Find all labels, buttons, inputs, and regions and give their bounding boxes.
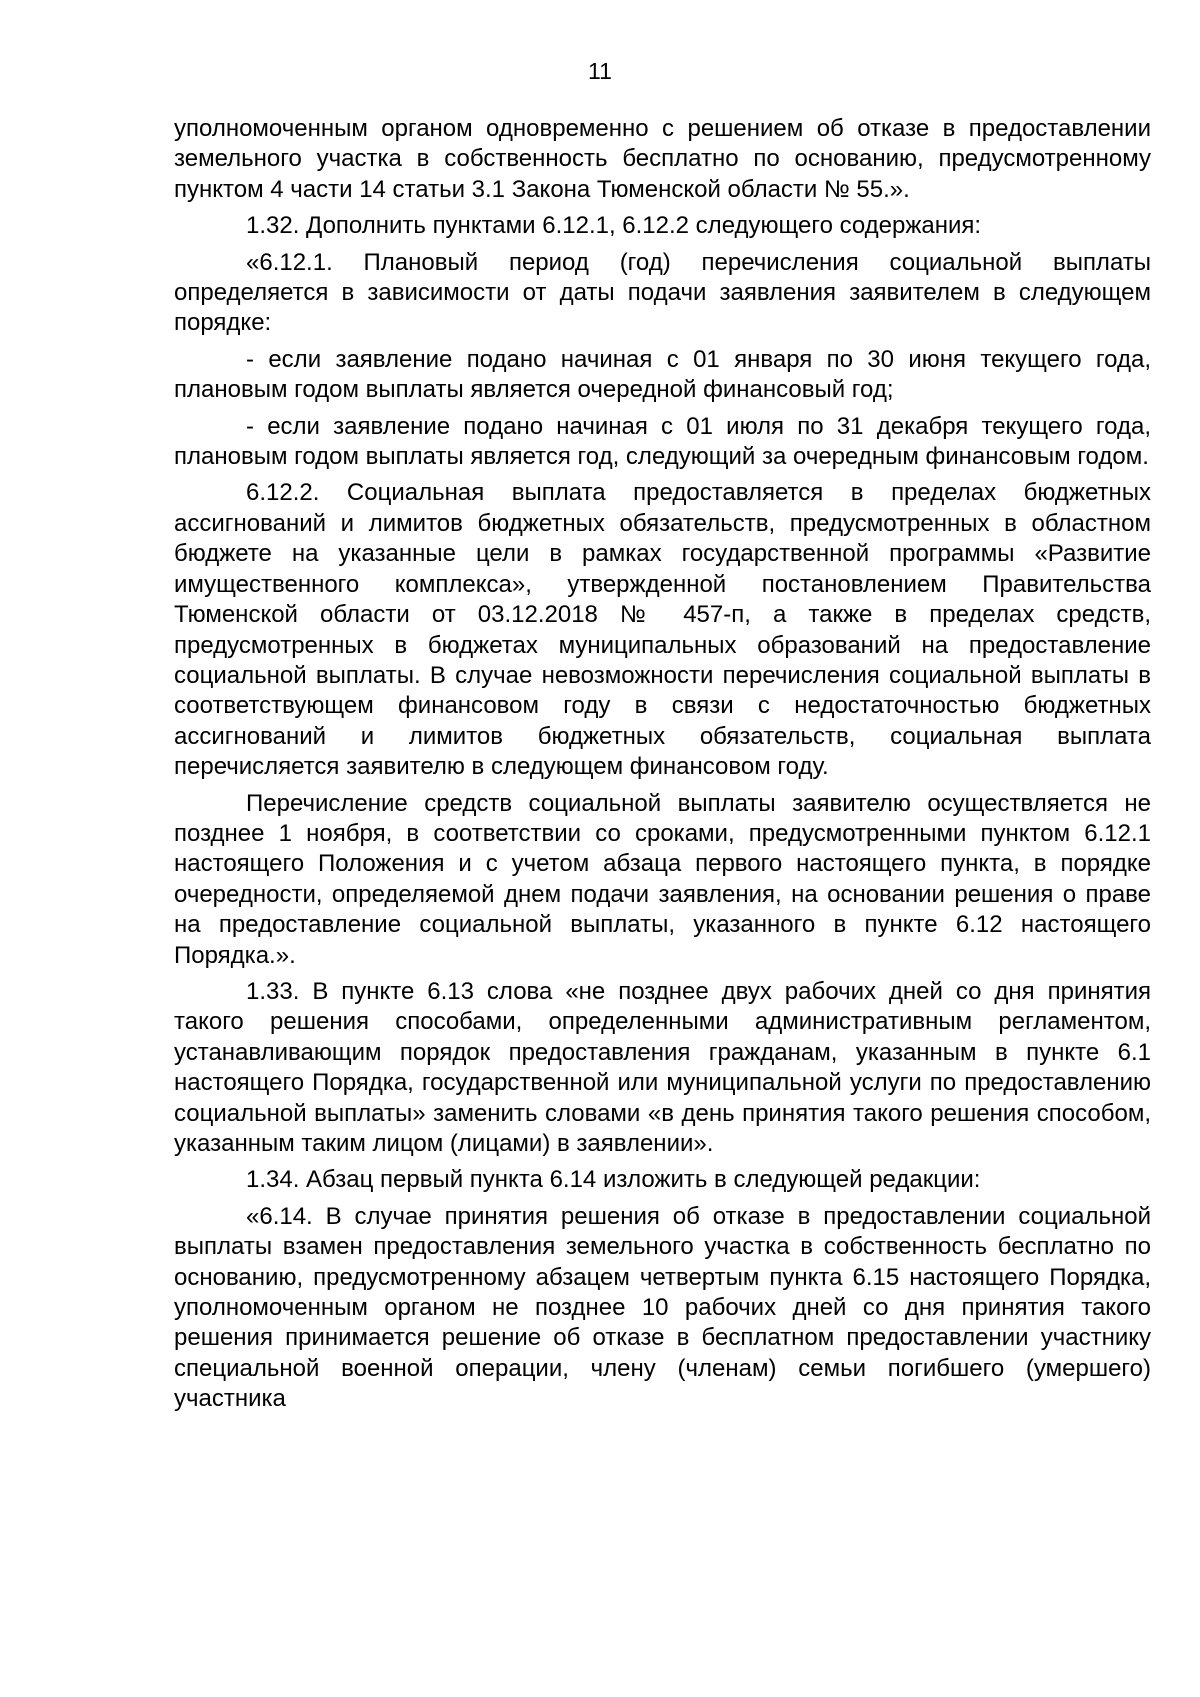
paragraph-6-12-2: 6.12.2. Социальная выплата предоставляется в пределах бюджетных ассигнований и лимитов бюджетных обязательств, предусмотренных в областном бюджете на указанные цели в рамках государственной программы «Развитие имущественного комплекса», утвержденной постановлением Правительства Тюменской области от 03.12.2018 № 457-п, а также в пределах средств, предусмотренных в бюджетах муниципальных образований на предоставление социальной выплаты. В случае невозможности перечисления социальной выплаты в соответствующем финансовом году в связи с недостаточностью бюджетных ассигнований и лимитов бюджетных обязательств, социальная выплата перечисляется заявителю в следующем финансовом году. xyxy=(174,479,1151,781)
paragraph-second-half-year: - если заявление подано начиная с 01 июля по 31 декабря текущего года, плановым годом выплаты является год, следующий за очередным финансовым годом. xyxy=(174,412,1151,471)
paragraph-item-1-33: 1.33. В пункте 6.13 слова «не позднее двух рабочих дней со дня принятия такого решения способами, определенными административным регламентом, устанавливающим порядок предоставления гражданам, указанным в пункте 6.1 настоящего Порядка, государственной или муниципальной услуги по предоставлению социальной выплаты» заменить словами «в день принятия такого решения способом, указанным таким лицом (лицами) в заявлении». xyxy=(174,977,1151,1157)
paragraph-6-12-1: «6.12.1. Плановый период (год) перечисления социальной выплаты определяется в зависимости от даты подачи заявления заявителем в следующем порядке: xyxy=(174,248,1151,337)
paragraph-6-14: «6.14. В случае принятия решения об отказе в предоставлении социальной выплаты взамен предоставления земельного участка в собственность бесплатно по основанию, предусмотренному абзацем четвертым пункта 6.15 настоящего Порядка, уполномоченным органом не позднее 10 рабочих дней со дня принятия такого решения принимается решение об отказе в бесплатном предоставлении участнику специальной военной операции, члену (членам) семьи погибшего (умершего) участника xyxy=(174,1202,1151,1413)
paragraph-continuation: уполномоченным органом одновременно с решением об отказе в предоставлении земельного участка в собственность бесплатно по основанию, предусмотренному пунктом 4 части 14 статьи 3.1 Закона Тюменской области № 55.». xyxy=(174,115,1151,203)
paragraph-item-1-34: 1.34. Абзац первый пункта 6.14 изложить в следующей редакции: xyxy=(246,1166,981,1194)
paragraph-transfer: Перечисление средств социальной выплаты заявителю осуществляется не позднее 1 ноября, в соответствии со сроками, предусмотренными пунктом 6.12.1 настоящего Положения и с учетом абзаца первого настоящего пункта, в порядке очередности, определяемой днем подачи заявления, на основании решения о праве на предоставление социальной выплаты, указанного в пункте 6.12 настоящего Порядка.». xyxy=(174,789,1151,969)
paragraph-item-1-32: 1.32. Дополнить пунктами 6.12.1, 6.12.2 следующего содержания: xyxy=(246,212,982,240)
paragraph-first-half-year: - если заявление подано начиная с 01 января по 30 июня текущего года, плановым годом выплаты является очередной финансовый год; xyxy=(174,345,1151,404)
page-number: 11 xyxy=(588,58,612,84)
document-body xyxy=(174,114,1151,1421)
